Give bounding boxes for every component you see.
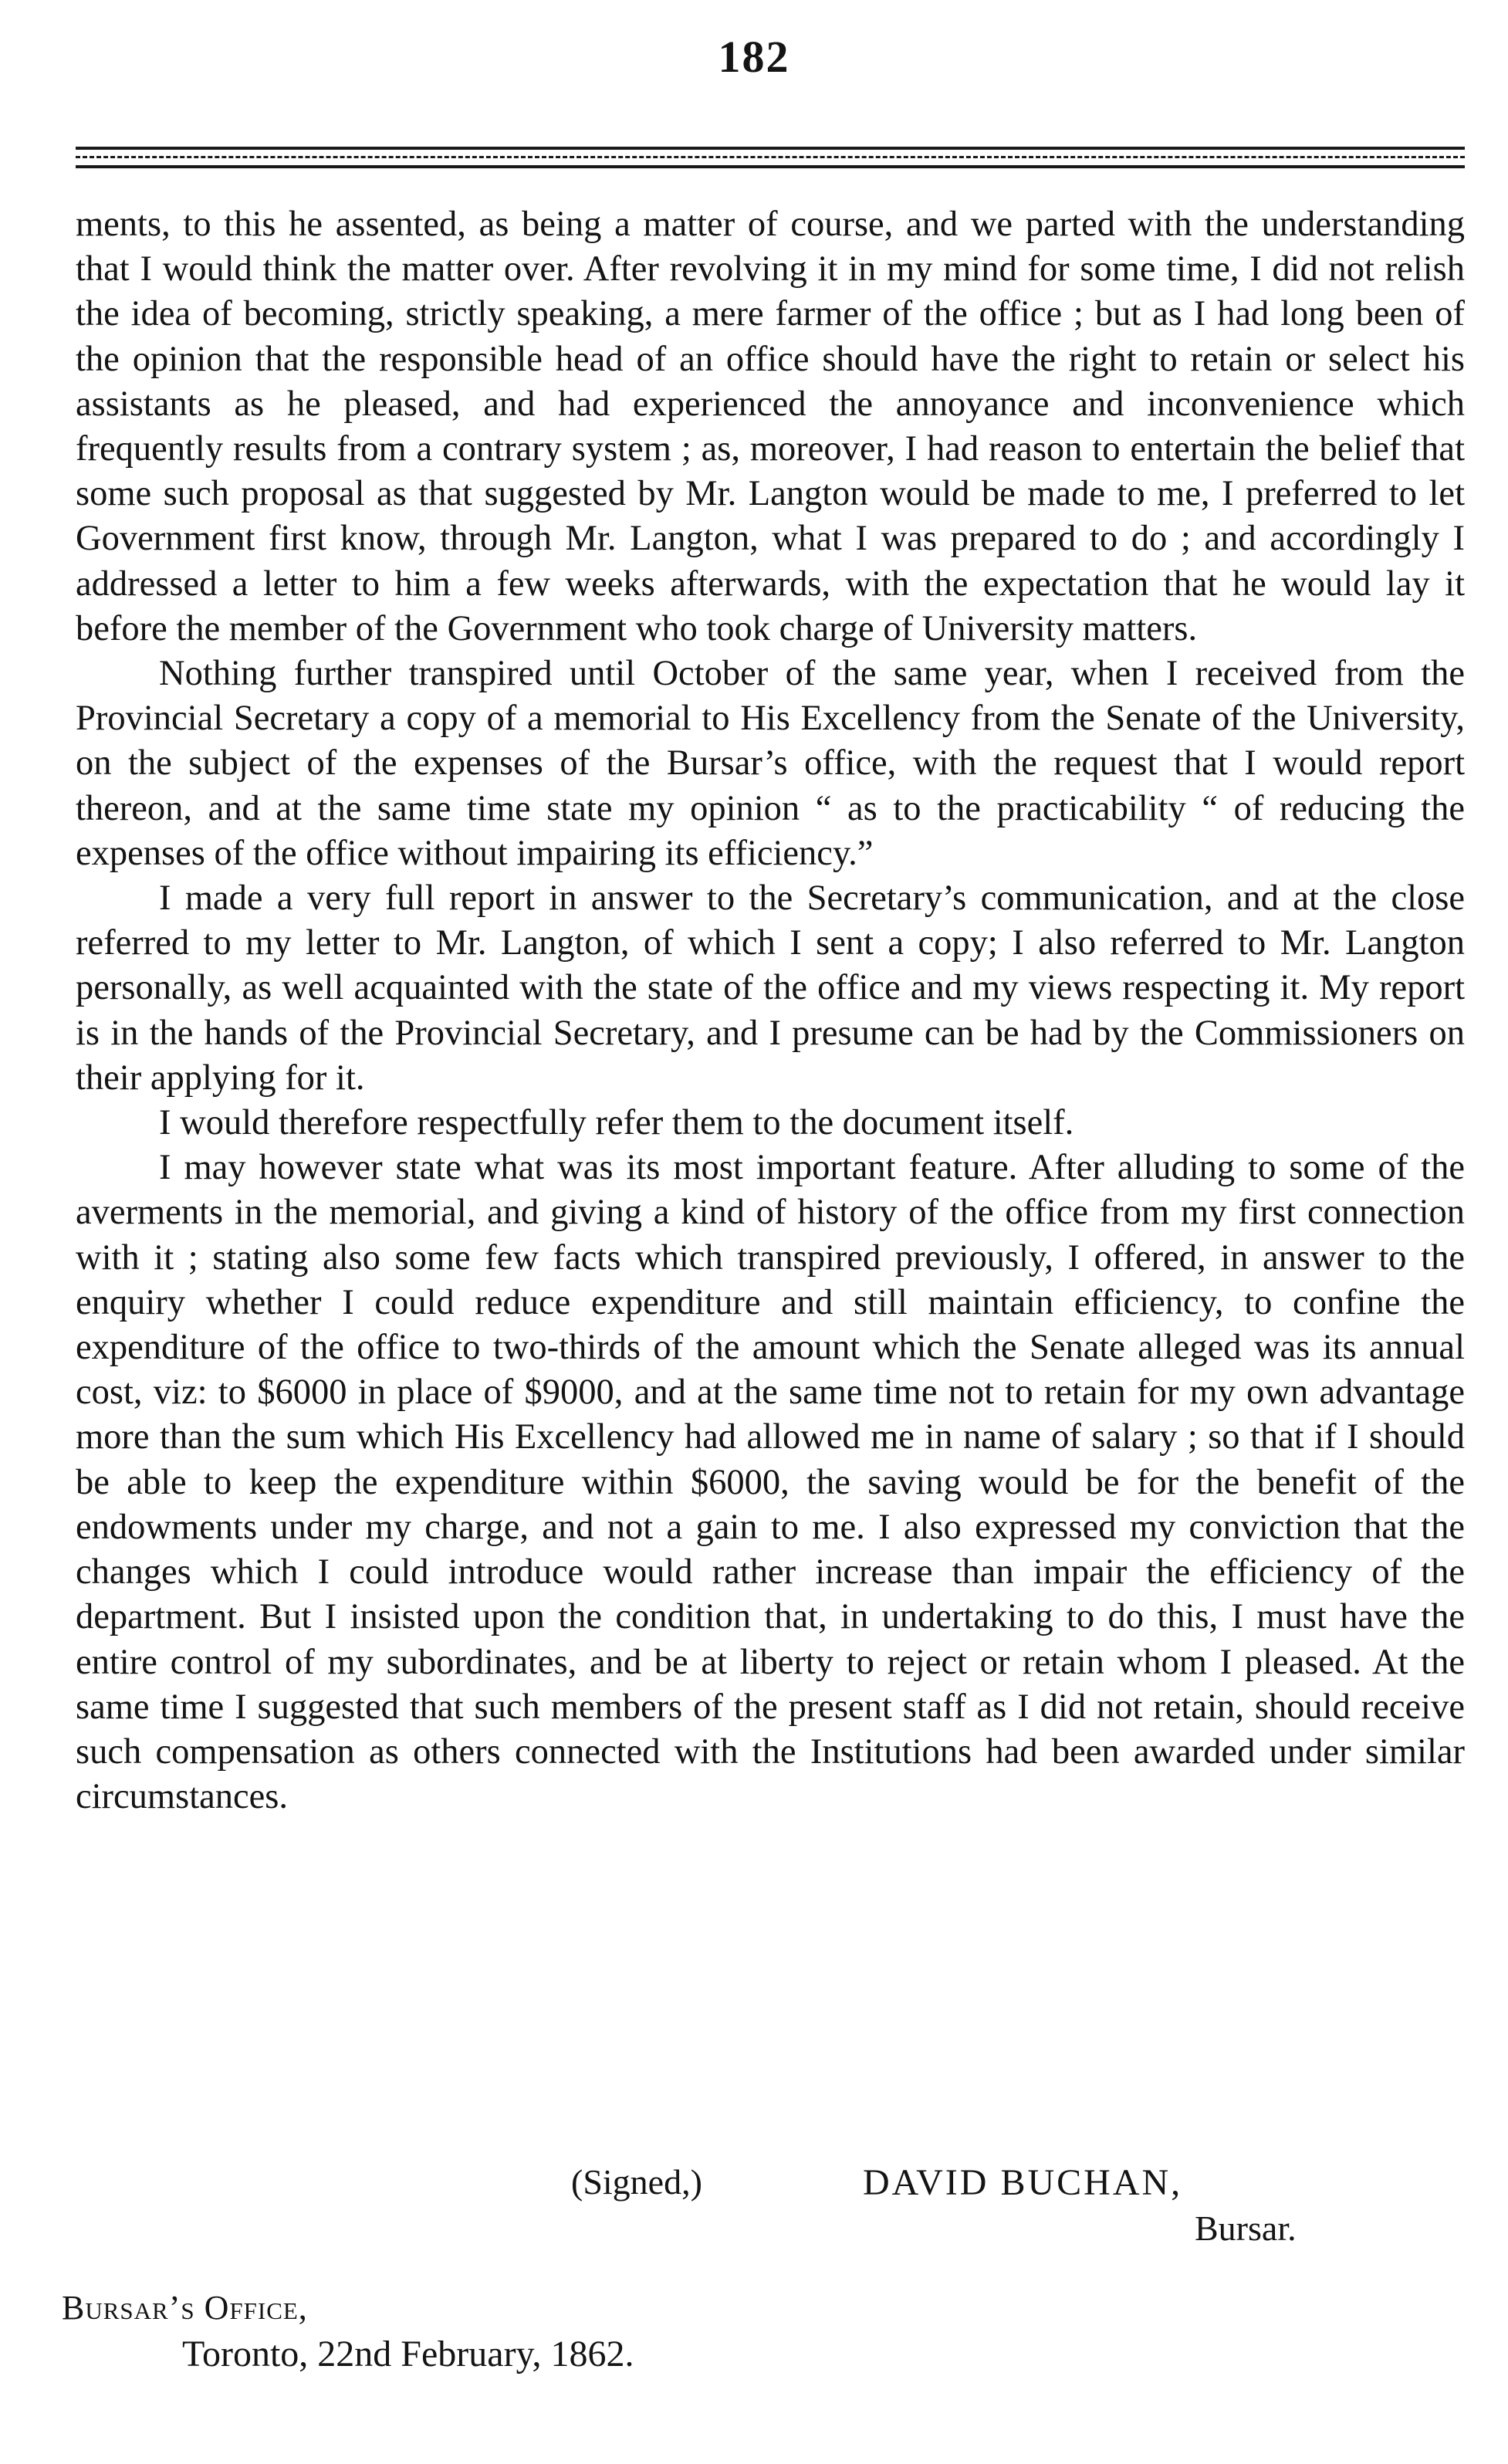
paragraph-5: I may however state what was its most important feature. After alluding to some of the averments in the memorial, and giving a kind of history of the office from my first connection with it ; stating also some few facts which transpired previously, I offered, in answer to the enquiry whether I could reduce expenditure and still maintain efficiency, to confine the expenditure of the office to two-thirds of the amount which the Senate alleged was its annual cost, viz: to $6000 in place of $9000, and at the same time not to retain for my own advantage more than the sum which His Excellency had allowed me in name of salary ; so that if I should be able to keep the expenditure within $6000, the saving would be for the benefit of the endowments under my charge, and not a gain to me. I also expressed my conviction that the changes which I could introduce would rather increase than impair the efficiency of the department. But I insisted upon the condition that, in undertaking to do this, I must have the entire control of my subordinates, and be at liberty to reject or retain whom I pleased. At the same time I suggested that such members of the present staff as I did not retain, should receive such compensation as others connected with the Institutions had been awarded under similar circumstances. [76,1148,1465,1817]
place-date-line: Toronto, 22nd February, 1862. [182,2334,634,2374]
header-rule-top [76,147,1465,150]
paragraph-3: I made a very full report in answer to the Secretary’s communication, and at the close referred to my letter to Mr. Langton, of which I sent a copy; I also referred to Mr. Langton personally, as well acquainted with the state of the office and my views respecting it. My report is in the hands of the Provincial Secretary, and I presume can be had by the Commissioners on their applying for it. [76,878,1465,1098]
header-rule-middle [76,156,1465,158]
signatory-name: DAVID BUCHAN, [863,2162,1183,2203]
header-rule-bottom [76,165,1465,168]
page-number: 182 [718,32,790,82]
signature-block [0,2161,1508,2269]
signatory-title: Bursar. [1195,2208,1297,2248]
signed-label: (Signed,) [571,2162,702,2202]
letter-body [76,202,1465,1819]
office-line: Bursar’s Office, [62,2289,308,2327]
paragraph-2: Nothing further transpired until October of the same year, when I received from the Provincial Secretary a copy of a memorial to His Excellency from the Senate of the University, on the subject of the expenses of the Bursar’s office, with the request that I would report thereon, and at the same time state my opinion “ as to the practicability “ of reducing the expenses of the office without impairing its efficiency.” [76,654,1465,873]
paragraph-1: ments, to this he assented, as being a matter of course, and we parted with the understanding that I would think the matter over. After revolving it in my mind for some time, I did not relish the idea of becoming, strictly speaking, a mere farmer of the office ; but as I had long been of the opinion that the responsible head of an office should have the right to retain or select his assistants as he pleased, and had experienced the annoyance and inconvenience which frequently results from a contrary system ; as, moreover, I had reason to entertain the belief that some such proposal as that suggested by Mr. Langton would be made to me, I preferred to let Government first know, through Mr. Langton, what I was prepared to do ; and accordingly I addressed a letter to him a few weeks afterwards, with the expectation that he would lay it before the member of the Government who took charge of University matters. [76,205,1465,648]
paragraph-4: I would therefore respectfully refer them to the document itself. [159,1103,1074,1143]
